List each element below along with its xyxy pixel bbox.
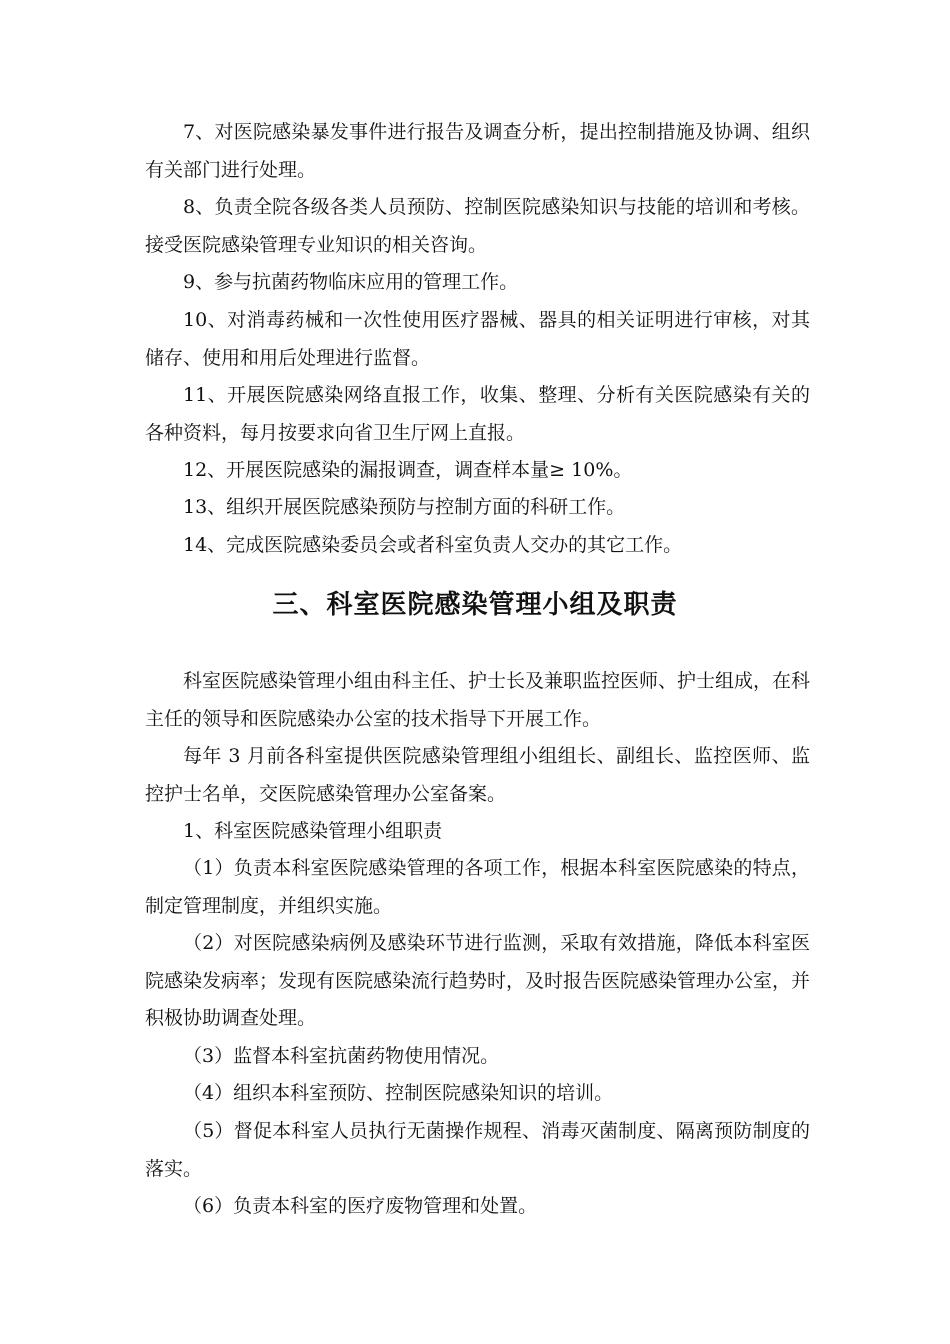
paragraph-item-9: 9、参与抗菌药物临床应用的管理工作。: [183, 271, 519, 293]
paragraph-duty-6: （6）负责本科室的医疗废物管理和处置。: [183, 1195, 538, 1217]
paragraph-item-14: 14、完成医院感染委员会或者科室负责人交办的其它工作。: [183, 534, 683, 556]
paragraph-duty-5: （5）督促本科室人员执行无菌操作规程、消毒灭菌制度、隔离预防制度的落实。: [145, 1120, 810, 1180]
paragraph-annual-list: 每年 3 月前各科室提供医院感染管理组小组组长、副组长、监控医师、监控护士名单，交医院感染管理办公室备案。: [145, 745, 810, 805]
paragraph-duty-4: （4）组织本科室预防、控制医院感染知识的培训。: [183, 1082, 614, 1104]
paragraph-item-10: 10、对消毒药械和一次性使用医疗器械、器具的相关证明进行审核，对其储存、使用和用后处理进行监督。: [145, 309, 810, 369]
paragraph-item-13: 13、组织开展医院感染预防与控制方面的科研工作。: [183, 496, 626, 518]
paragraph-group-intro: 科室医院感染管理小组由科主任、护士长及兼职监控医师、护士组成，在科主任的领导和医院感染办公室的技术指导下开展工作。: [145, 670, 811, 730]
section-heading: 三、科室医院感染管理小组及职责: [272, 590, 678, 620]
paragraph-subheading-duties: 1、科室医院感染管理小组职责: [183, 820, 443, 842]
paragraph-item-7: 7、对医院感染暴发事件进行报告及调查分析，提出控制措施及协调、组织有关部门进行处理。: [145, 121, 810, 181]
paragraph-duty-1: （1）负责本科室医院感染管理的各项工作，根据本科室医院感染的特点，制定管理制度，并组织实施。: [145, 857, 810, 917]
paragraph-item-11: 11、开展医院感染网络直报工作，收集、整理、分析有关医院感染有关的各种资料，每月按要求向省卫生厅网上直报。: [145, 384, 810, 444]
paragraph-duty-3: （3）监督本科室抗菌药物使用情况。: [183, 1045, 500, 1067]
paragraph-item-12: 12、开展医院感染的漏报调查，调查样本量≥ 10%。: [183, 459, 633, 481]
paragraph-item-8: 8、负责全院各级各类人员预防、控制医院感染知识与技能的培训和考核。接受医院感染管理专业知识的相关咨询。: [145, 196, 810, 256]
paragraph-duty-2: （2）对医院感染病例及感染环节进行监测，采取有效措施，降低本科室医院感染发病率；发现有医院感染流行趋势时，及时报告医院感染管理办公室，并积极协助调查处理。: [145, 932, 811, 1029]
